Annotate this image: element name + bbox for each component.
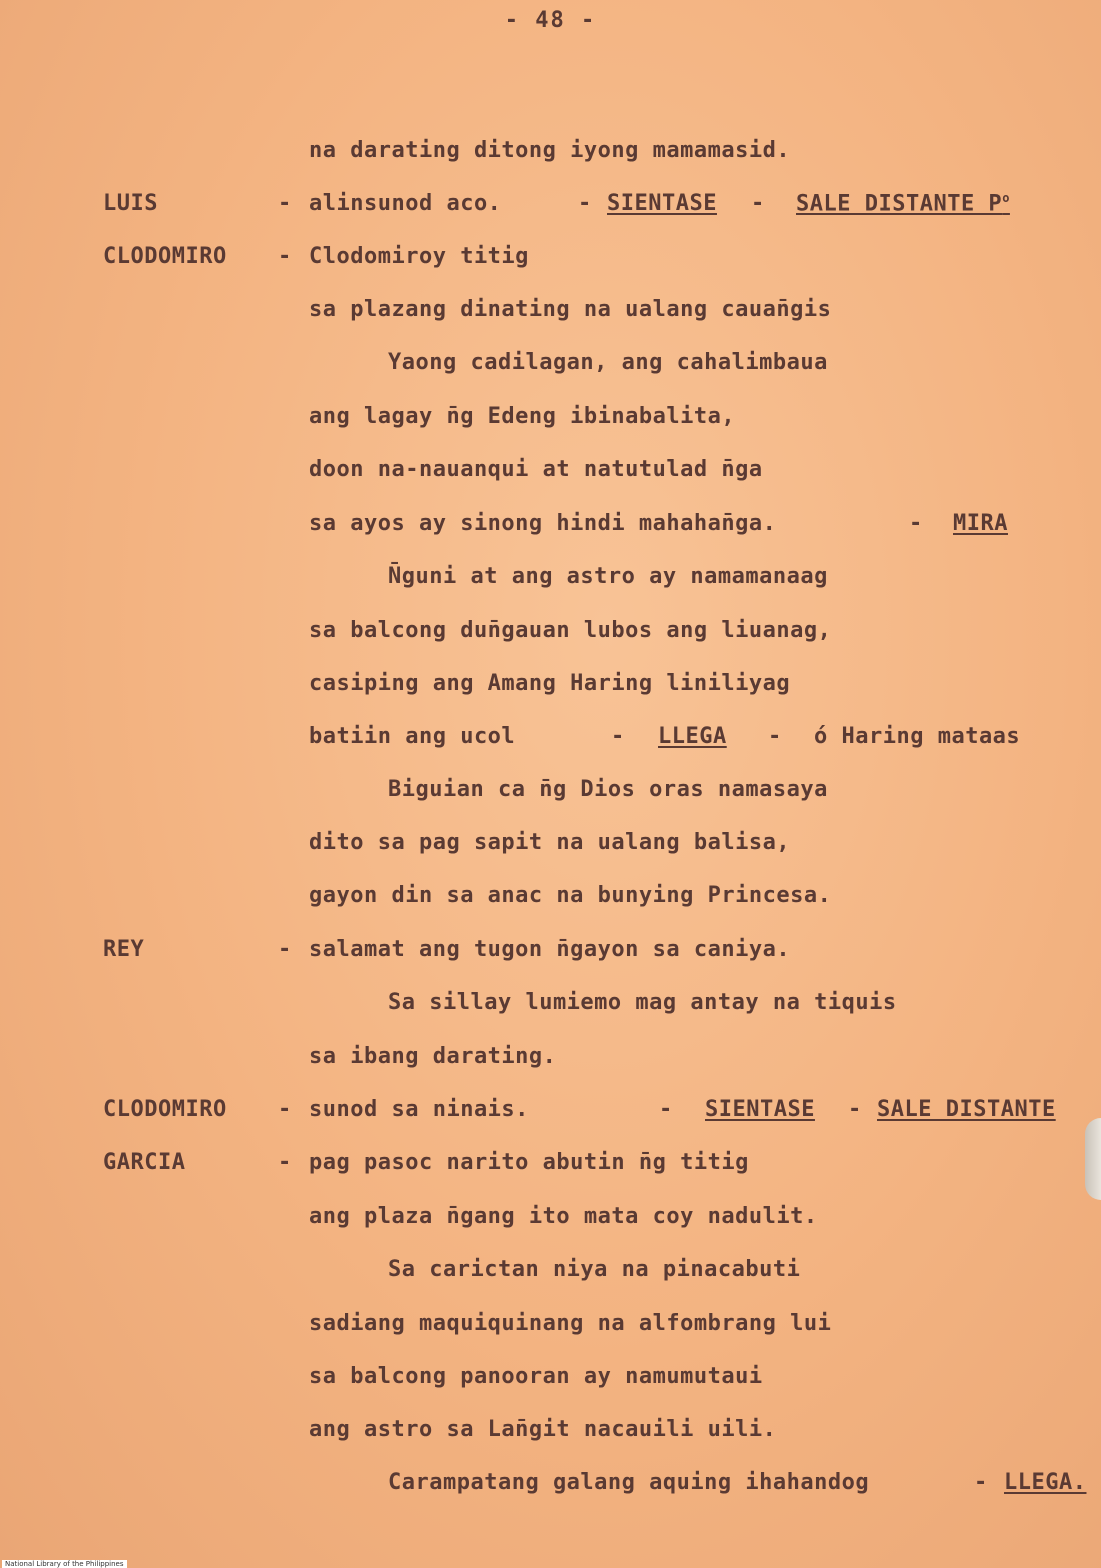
script-line (0, 350, 1101, 386)
script-line (0, 1417, 1101, 1453)
stage-direction: LLEGA (658, 724, 727, 749)
stage-direction: SIENTASE (705, 1097, 815, 1122)
footer-credit: National Library of the Philippines (2, 1560, 127, 1568)
script-line (0, 191, 1101, 227)
line-text: sa balcong dun̄gauan lubos ang liuanag, (309, 618, 832, 643)
line-text: na darating ditong iyong mamamasid. (309, 138, 791, 163)
speaker-name: CLODOMIRO (103, 1097, 227, 1122)
line-text: sunod sa ninais. (309, 1097, 529, 1122)
script-line (0, 671, 1101, 707)
script-line (0, 777, 1101, 813)
line-text: ang lagay n̄g Edeng ibinabalita, (309, 404, 736, 429)
dialogue-dash: - (278, 244, 292, 269)
line-text: sa ibang darating. (309, 1044, 557, 1069)
script-line (0, 1044, 1101, 1080)
script-line (0, 990, 1101, 1026)
line-text: Carampatang galang aquing ihahandog (388, 1470, 870, 1495)
line-text: salamat ang tugon n̄gayon sa caniya. (309, 937, 791, 962)
script-line (0, 1364, 1101, 1400)
script-line (0, 1257, 1101, 1293)
script-line (0, 1150, 1101, 1186)
line-text: Sa sillay lumiemo mag antay na tiquis (388, 990, 897, 1015)
stage-direction: SIENTASE (607, 191, 717, 216)
stage-dash: - (848, 1097, 862, 1122)
dialogue-dash: - (278, 191, 292, 216)
page-edge-shadow (1085, 1118, 1101, 1200)
line-text: casiping ang Amang Haring liniliyag (309, 671, 791, 696)
stage-direction: SALE DISTANTE (877, 1097, 1056, 1122)
line-text: alinsunod aco. (309, 191, 502, 216)
stage-direction: MIRA (953, 511, 1008, 536)
speaker-name: LUIS (103, 191, 158, 216)
line-text: N̄guni at ang astro ay namamanaag (388, 564, 828, 589)
script-line (0, 404, 1101, 440)
script-line (0, 1097, 1101, 1133)
line-text: pag pasoc narito abutin n̄g titig (309, 1150, 749, 1175)
script-line (0, 937, 1101, 973)
dialogue-dash: - (278, 1150, 292, 1175)
script-line (0, 457, 1101, 493)
script-line (0, 138, 1101, 174)
line-text: doon na-nauanqui at natutulad n̄ga (309, 457, 763, 482)
script-line (0, 511, 1101, 547)
line-text: Biguian ca n̄g Dios oras namasaya (388, 777, 828, 802)
line-text: sadiang maquiquinang na alfombrang lui (309, 1311, 832, 1336)
dialogue-dash: - (278, 1097, 292, 1122)
stage-direction-text: SALE DISTANTE P (796, 191, 1003, 217)
script-line (0, 618, 1101, 654)
stage-direction-continued: ó Haring mataas (814, 724, 1021, 749)
stage-direction: SALE DISTANTE $P^o$ (796, 191, 1010, 217)
line-text: Clodomiroy titig (309, 244, 529, 269)
line-text: dito sa pag sapit na ualang balisa, (309, 830, 791, 855)
stage-dash: - (768, 724, 782, 749)
line-text: ang astro sa Lan̄git nacauili uili. (309, 1417, 777, 1442)
speaker-name: CLODOMIRO (103, 244, 227, 269)
line-text: gayon din sa anac na bunying Princesa. (309, 883, 832, 908)
script-line (0, 830, 1101, 866)
line-text: sa plazang dinating na ualang cauan̄gis (309, 297, 832, 322)
line-text: sa ayos ay sinong hindi mahahan̄ga. (309, 511, 777, 536)
page-number: - 48 - (504, 8, 597, 33)
script-line (0, 1470, 1101, 1506)
stage-dash: - (578, 191, 592, 216)
script-line (0, 297, 1101, 333)
stage-dash: - (909, 511, 923, 536)
line-text: ang plaza n̄gang ito mata coy nadulit. (309, 1204, 818, 1229)
stage-direction: LLEGA. (1004, 1470, 1087, 1495)
script-line (0, 244, 1101, 280)
line-text: Sa carictan niya na pinacabuti (388, 1257, 801, 1282)
stage-dash: - (659, 1097, 673, 1122)
speaker-name: GARCIA (103, 1150, 186, 1175)
dialogue-dash: - (278, 937, 292, 962)
script-line (0, 724, 1101, 760)
speaker-name: REY (103, 937, 145, 962)
script-line (0, 883, 1101, 919)
script-line (0, 564, 1101, 600)
stage-dash: - (974, 1470, 988, 1495)
stage-dash: - (751, 191, 765, 216)
line-text: Yaong cadilagan, ang cahalimbaua (388, 350, 828, 375)
line-text: batiin ang ucol (309, 724, 516, 749)
script-line (0, 1204, 1101, 1240)
line-text: sa balcong panooran ay namumutaui (309, 1364, 763, 1389)
script-line (0, 1311, 1101, 1347)
stage-dash: - (611, 724, 625, 749)
